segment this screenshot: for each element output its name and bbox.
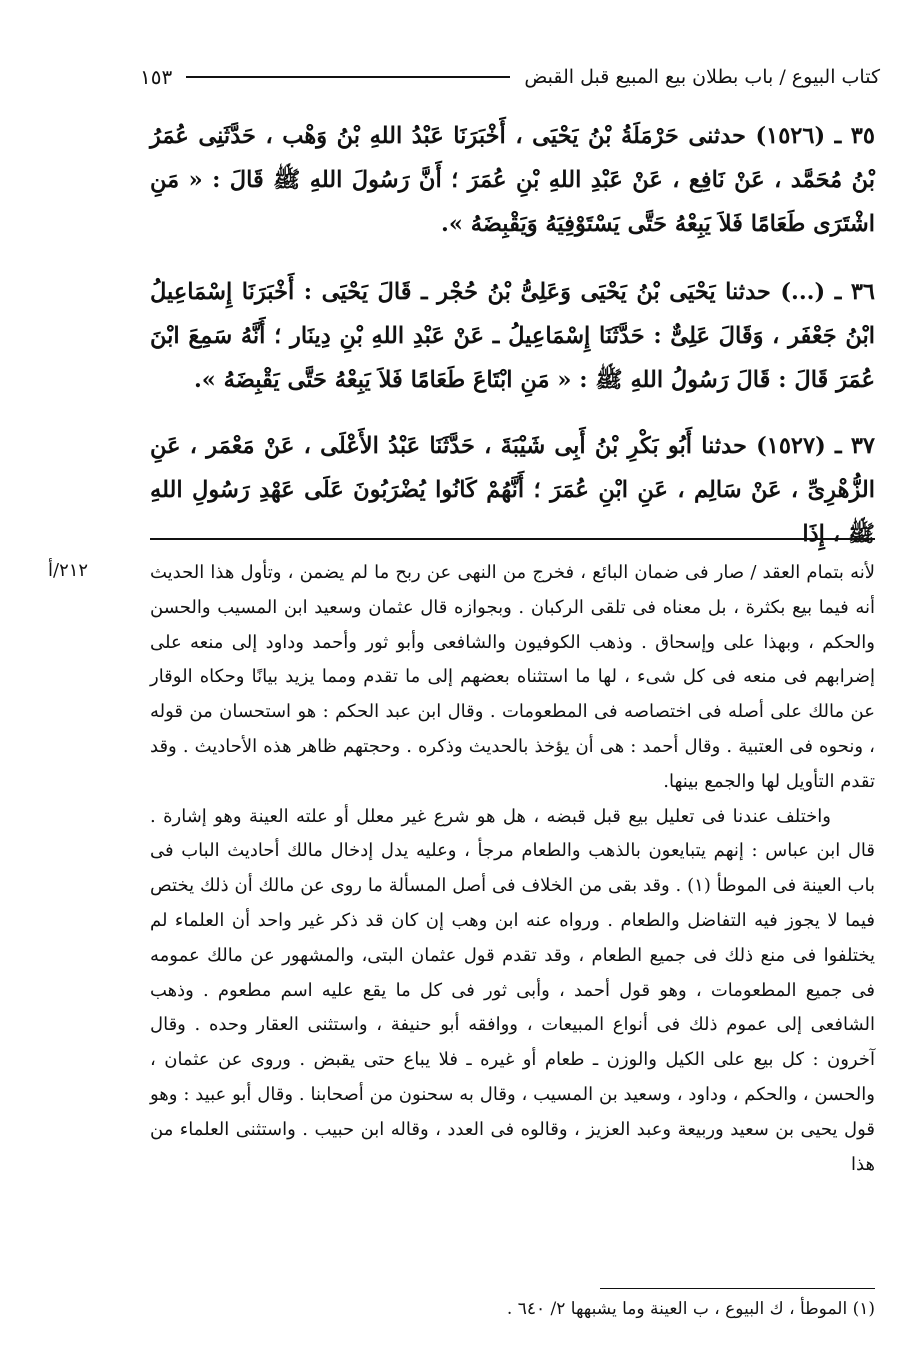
manuscript-folio-reference: ٢١٢/أ bbox=[48, 560, 89, 581]
page-number: ١٥٣ bbox=[140, 65, 173, 89]
footnote: (١) الموطأ ، ك البيوع ، ب العينة وما يشبهها ٢/ ٦٤٠ . bbox=[506, 1299, 875, 1319]
footnote-divider bbox=[600, 1288, 875, 1289]
hadith-text: (١٥٢٦) حدثنى حَرْمَلَةُ بْنُ يَحْيَى ، أَخْبَرَنَا عَبْدُ اللهِ بْنُ وَهْب ، حَدَّثَنِى عُمَرُ بْنُ مُحَمَّد ، عَنْ نَافِع ، عَنْ عَبْدِ اللهِ بْنِ عُمَرَ ؛ أَنَّ رَسُولَ اللهِ ﷺ قَالَ : « مَنِ اشْتَرَى طَعَامًا فَلاَ يَبِعْهُ حَتَّى يَسْتَوْفِيَهُ وَيَقْبِضَهُ ». bbox=[150, 123, 875, 237]
hadith-35 bbox=[150, 114, 875, 246]
hadith-36 bbox=[150, 270, 875, 402]
running-header bbox=[140, 62, 880, 92]
hadith-number: ٣٧ ـ bbox=[834, 433, 875, 459]
hadith-text: (...) حدثنا يَحْيَى بْنُ يَحْيَى وَعَلِىُّ بْنُ حُجْر ـ قَالَ يَحْيَى : أَخْبَرَنَا إِسْمَاعِيلُ ابْنُ جَعْفَر ، وَقَالَ عَلِىٌّ : حَدَّثَنَا إِسْمَاعِيلُ ـ عَنْ عَبْدِ اللهِ بْنِ دِينَار ؛ أَنَّهُ سَمِعَ ابْنَ عُمَرَ قَالَ : قَالَ رَسُولُ اللهِ ﷺ : « مَنِ ابْتَاعَ طَعَامًا فَلاَ يَبِعْهُ حَتَّى يَقْبِضَهُ ». bbox=[150, 279, 875, 393]
commentary-paragraph: لأنه بتمام العقد / صار فى ضمان البائع ، فخرج من النهى عن ربح ما لم يضمن ، وتأول هذا الحديث أنه فيما بيع بكثرة ، بل معناه فى تلقى الركبان . وبجوازه قال عثمان وسعيد ابن المسيب والحسن والحكم ، وبهذا على وإسحاق . وذهب الكوفيون والشافعى وأبو ثور وأحمد وداود إلى منعه على إضرابهم فى منعه فى كل شىء ، لها ما استثناه بعضهم إلى ما تقدم ومما يزيد بيانًا وحكاه الوقار عن مالك على أصله فى اختصاصه فى المطعومات . وقال ابن عبد الحكم : هو استحسان من قوله ، ونحوه فى العتبية . وقال أحمد : هى أن يؤخذ بالحديث وذكره . وحجتهم ظاهر هذه الأحاديث . وقد تقدم التأويل لها والجمع بينها. bbox=[150, 562, 876, 792]
hadith-text: (١٥٢٧) حدثنا أَبُو بَكْرِ بْنُ أَبِى شَيْبَةَ ، حَدَّثَنَا عَبْدُ الأَعْلَى ، عَنْ مَعْمَر ، عَنِ الزُّهْرِىِّ ، عَنْ سَالِم ، عَنِ ابْنِ عُمَرَ ؛ أَنَّهُمْ كَانُوا يُضْرَبُونَ عَلَى عَهْدِ رَسُولِ اللهِ ﷺ ، إِذَا bbox=[150, 433, 875, 547]
hadith-37 bbox=[150, 424, 875, 556]
hadith-number: ٣٥ ـ bbox=[834, 123, 875, 149]
commentary bbox=[150, 556, 875, 1182]
hadith-number: ٣٦ ـ bbox=[834, 279, 875, 305]
chapter-title: كتاب البيوع / باب بطلان بيع المبيع قبل القبض bbox=[524, 66, 880, 88]
header-rule bbox=[186, 76, 510, 78]
commentary-paragraph: واختلف عندنا فى تعليل بيع قبل قبضه ، هل هو شرع غير معلل أو علته العينة وهو إشارة . قال ابن عباس : إنهم يتبايعون بالذهب والطعام مرجأ ، وعليه يدل إدخال مالك أحاديث الباب فى باب العينة فى الموطأ (١) . وقد بقى من الخلاف فى أصل المسألة ما روى عن مالك أن ذلك يختص فيما لا يجوز فيه التفاضل والطعام . ورواه عنه ابن وهب إن كان قد ذكر غير واحد أن العلماء لم يختلفوا فى منع ذلك فى جميع الطعام ، وقد تقدم قول عثمان البتى، والمشهور عن مالك عمومه فى جميع المطعومات ، وهو قول أحمد ، وأبى ثور فى كل ما يقع عليه اسم مطعوم . وذهب الشافعى إلى عموم ذلك فى أنواع المبيعات ، ووافقه أبو حنيفة ، واستثنى العقار وحده . وقال آخرون : كل بيع على الكيل والوزن ـ طعام أو غيره ـ فلا يباع حتى يقبض . وروى عن عثمان ، والحسن ، والحكم ، وداود ، وسعيد بن المسيب ، وقال به سحنون من أصحابنا . وقال أبو عبيد : وهو قول يحيى بن سعيد وربيعة وعبد العزيز ، وقالوه فى العدد ، وقاله ابن حبيب . واستثنى العلماء من هذا bbox=[150, 805, 876, 1175]
section-divider bbox=[150, 538, 875, 540]
